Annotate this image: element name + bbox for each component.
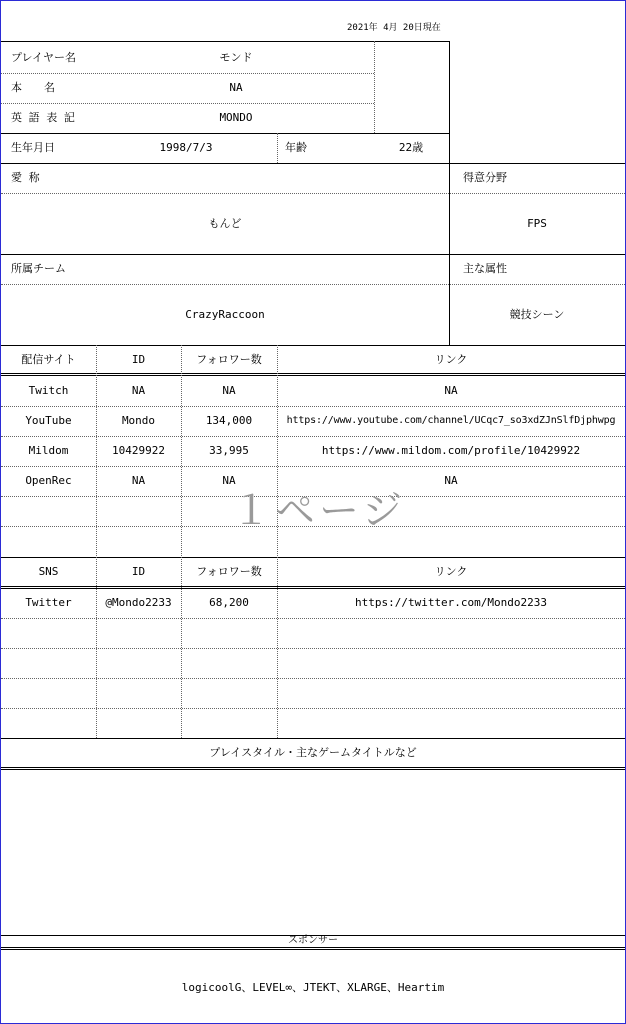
sns-header-followers: フォロワー数 bbox=[196, 565, 262, 578]
sponsor-label: スポンサー bbox=[288, 935, 338, 946]
streaming-followers-cell: 134,000 bbox=[205, 414, 253, 427]
sponsor-value: logicoolG、LEVEL∞、JTEKT、XLARGE、Heartim bbox=[181, 981, 445, 994]
grid-line bbox=[1, 254, 625, 255]
grid-line bbox=[1, 586, 625, 589]
player-name-value: モンド bbox=[219, 51, 253, 64]
as-of-date: 2021年 4月 20日現在 bbox=[347, 23, 441, 33]
nickname-label: 愛 称 bbox=[11, 171, 40, 184]
streaming-header-site: 配信サイト bbox=[21, 353, 76, 366]
grid-line bbox=[277, 133, 278, 163]
team-label: 所属チーム bbox=[11, 262, 66, 275]
sns-service-cell: Twitter bbox=[25, 596, 72, 609]
streaming-link-cell: NA bbox=[444, 384, 458, 397]
birth-date-value: 1998/7/3 bbox=[159, 141, 213, 154]
grid-line bbox=[1, 284, 625, 285]
english-name-value: MONDO bbox=[219, 111, 253, 124]
page-watermark: １ページ bbox=[231, 488, 407, 534]
grid-line bbox=[96, 345, 97, 738]
grid-line bbox=[1, 708, 625, 709]
grid-line bbox=[1, 41, 449, 42]
sns-id-cell: @Mondo2233 bbox=[105, 596, 172, 609]
mildom-link[interactable]: https://www.mildom.com/profile/10429922 bbox=[321, 444, 581, 457]
grid-line bbox=[277, 345, 278, 738]
streaming-id-cell: Mondo bbox=[121, 414, 156, 427]
age-label: 年齢 bbox=[285, 141, 307, 154]
age-value: 22歳 bbox=[398, 141, 424, 154]
grid-line bbox=[449, 41, 450, 163]
grid-line bbox=[1, 103, 374, 104]
grid-line bbox=[1, 133, 449, 134]
specialty-label: 得意分野 bbox=[463, 171, 507, 184]
streaming-id-cell: NA bbox=[131, 474, 146, 487]
streaming-link-cell: NA bbox=[444, 474, 458, 487]
grid-line bbox=[1, 947, 625, 950]
grid-line bbox=[1, 618, 625, 619]
grid-line bbox=[1, 466, 625, 467]
sns-header-service: SNS bbox=[38, 565, 59, 578]
english-name-label: 英 語 表 記 bbox=[11, 111, 75, 124]
grid-line bbox=[1, 436, 625, 437]
streaming-followers-cell: NA bbox=[222, 474, 236, 487]
streaming-site-cell: YouTube bbox=[25, 414, 72, 427]
streaming-site-cell: OpenRec bbox=[25, 474, 72, 487]
real-name-label: 本 名 bbox=[11, 81, 55, 94]
player-name-label: プレイヤー名 bbox=[11, 51, 77, 64]
twitter-link[interactable]: https://twitter.com/Mondo2233 bbox=[354, 596, 548, 609]
youtube-link[interactable]: https://www.youtube.com/channel/UCqc7_so3xdZJnSlfDjphwpg bbox=[286, 415, 616, 426]
real-name-value: NA bbox=[229, 81, 243, 94]
grid-line bbox=[1, 373, 625, 376]
grid-line bbox=[1, 557, 625, 558]
attribute-label: 主な属性 bbox=[463, 262, 507, 275]
streaming-id-cell: 10429922 bbox=[112, 444, 165, 457]
playstyle-label: プレイスタイル・主なゲームタイトルなど bbox=[209, 746, 417, 759]
specialty-value: FPS bbox=[527, 217, 547, 230]
streaming-followers-cell: 33,995 bbox=[209, 444, 249, 457]
streaming-header-followers: フォロワー数 bbox=[196, 353, 262, 366]
streaming-followers-cell: NA bbox=[222, 384, 236, 397]
streaming-site-cell: Mildom bbox=[28, 444, 69, 457]
sns-header-id: ID bbox=[131, 565, 146, 578]
grid-line bbox=[1, 345, 625, 346]
streaming-header-id: ID bbox=[131, 353, 146, 366]
grid-line bbox=[1, 193, 625, 194]
grid-line bbox=[1, 163, 625, 164]
team-value: CrazyRaccoon bbox=[185, 308, 265, 321]
grid-line bbox=[1, 73, 374, 74]
sns-header-link: リンク bbox=[434, 565, 468, 578]
nickname-value: もんど bbox=[208, 217, 242, 230]
streaming-site-cell: Twitch bbox=[28, 384, 69, 397]
sns-followers-cell: 68,200 bbox=[209, 596, 249, 609]
attribute-value: 競技シーン bbox=[509, 308, 565, 321]
streaming-header-link: リンク bbox=[434, 353, 468, 366]
birth-date-label: 生年月日 bbox=[11, 141, 55, 154]
grid-line bbox=[181, 345, 182, 738]
grid-line bbox=[1, 767, 625, 770]
streaming-id-cell: NA bbox=[131, 384, 146, 397]
grid-line bbox=[1, 678, 625, 679]
grid-line bbox=[1, 406, 625, 407]
grid-line bbox=[1, 648, 625, 649]
grid-line bbox=[374, 41, 375, 133]
grid-line bbox=[1, 738, 625, 739]
